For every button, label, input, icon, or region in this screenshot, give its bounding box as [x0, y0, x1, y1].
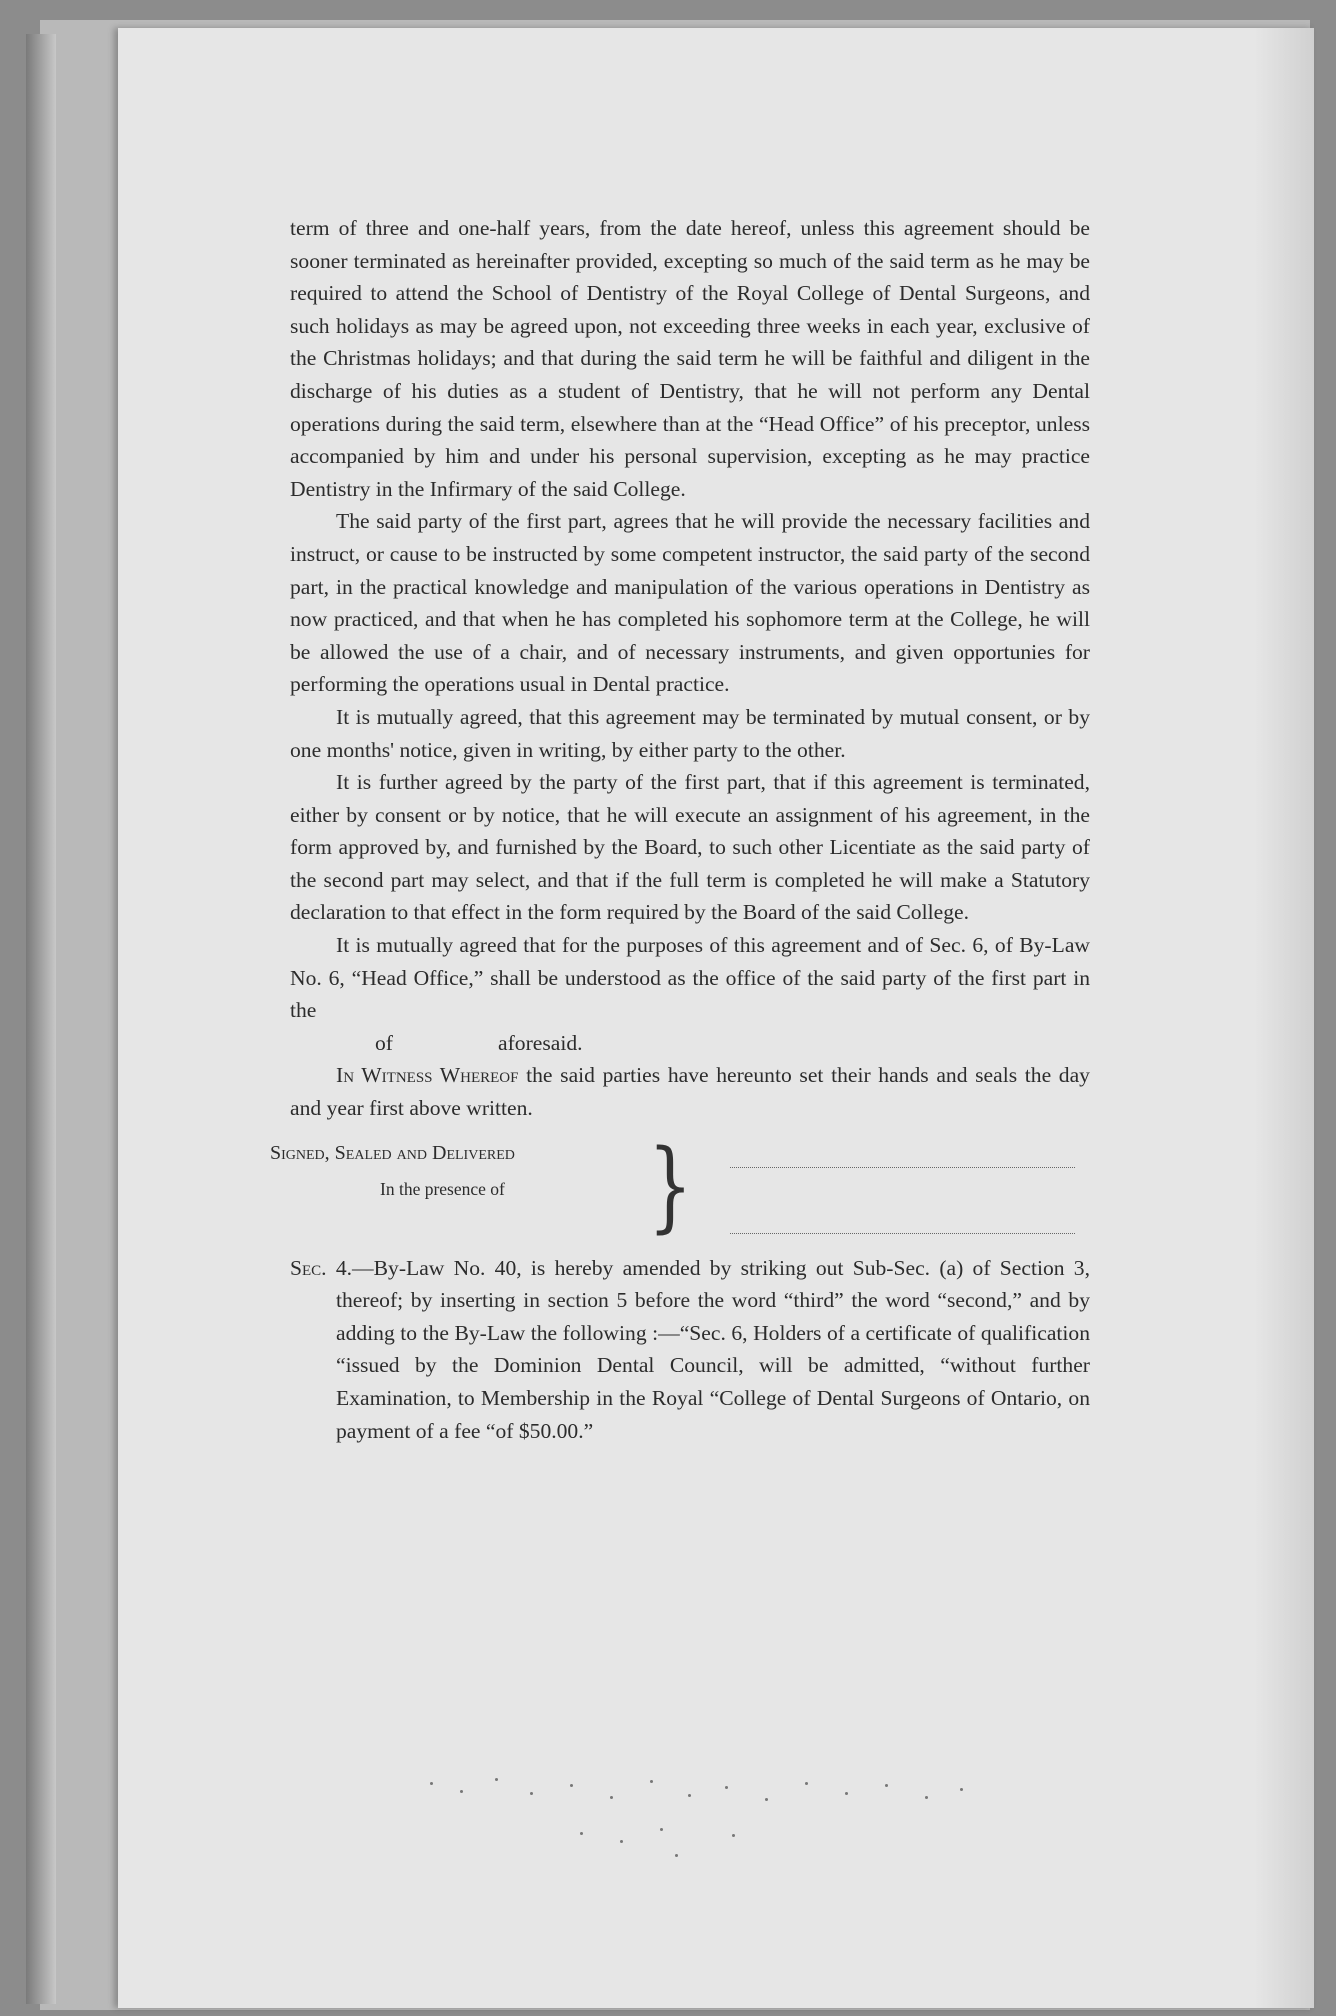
brace-icon: } [648, 1128, 693, 1244]
signature-presence-label: In the presence of [380, 1178, 505, 1199]
page-shading [1254, 28, 1314, 2008]
paragraph-term: term of three and one-half years, from the date hereof, unless this agreement should be sooner terminated as hereinafter provided, excepting so much of the said term as he may be required to attend the School of Dentistry of the Royal College of Dental Surgeons, and such holidays as may be agreed upon, not exceeding three weeks in each year, exclusive of the Christmas holidays; and that during the said term he will be faithful and diligent in the discharge of his duties as a student of Dentistry, that he will not perform any Dental operations during the said term, elsewhere than at the “Head Office” of his preceptor, unless accompanied by him and under his personal supervision, excepting as he may practice Dentistry in the Infirmary of the said College. [290, 216, 1090, 501]
signature-line-party [730, 1167, 1075, 1168]
section-4-body: —By-Law No. 40, is hereby amended by striking out Sub-Sec. (a) of Section 3, thereof; by inserting in section 5 before the word “third” the word “second,” and by adding to the By-Law the following :—“Sec. 6, Holders of a certificate of qualification “issued by the Dominion Dental Council, will be admitted, “without further Examination, to Membership in the Royal “College of Dental Surgeons of Ontario, on payment of a fee “of $50.00.” [336, 1255, 1090, 1443]
signature-line-witness [730, 1233, 1075, 1234]
paragraph-head-office: It is mutually agreed that for the purposes of this agreement and of Sec. 6, of By-Law No. 6, “Head Office,” shall be understood as the office of the said party of the first part in the [290, 933, 1090, 1023]
witness-lead: In Witness Whereof [336, 1063, 519, 1088]
blank-of-label: of [375, 1030, 393, 1055]
paragraph-first-party-agrees: The said party of the first part, agrees that he will provide the necessary facilities and instruct, or cause to be instructed by some competent instructor, the said party of the second part, in the practical knowledge and manipulation of the various operations in Dentistry as now practiced, and that when he has completed his sophomore term at the College, he will be allowed the use of a chair, and of necessary instruments, and given opportunies for performing the operations usual in Dental practice. [290, 509, 1090, 697]
paragraph-witness [290, 1059, 1090, 1124]
paragraph-assignment: It is further agreed by the party of the first part, that if this agreement is terminated, either by consent or by notice, that he will execute an assignment of his agreement, in the form approved by, and furnished by the Board, to such other Licentiate as the said party of the second part may select, and that if the full term is completed he will make a Statutory declaration to that effect in the form required by the Board of the said College. [290, 770, 1090, 925]
paragraph-mutual-termination: It is mutually agreed, that this agreement may be terminated by mutual consent, or by one months' notice, given in writing, by either party to the other. [290, 704, 1090, 762]
page-stack-edge [26, 34, 56, 2004]
section-4-paragraph [290, 1252, 1090, 1448]
signature-label: Signed, Sealed and Delivered [270, 1141, 515, 1164]
paragraph-head-office-blank [290, 1027, 1090, 1060]
signature-block [270, 1128, 1090, 1252]
witness-body: the said parties have hereunto set their hands and seals the day and year first above written. [290, 1063, 1090, 1121]
document-text [270, 212, 1090, 1447]
section-4-heading: Sec. 4. [290, 1255, 353, 1280]
perforation-marks [420, 1770, 1000, 1880]
blank-aforesaid-label: aforesaid. [498, 1030, 583, 1055]
